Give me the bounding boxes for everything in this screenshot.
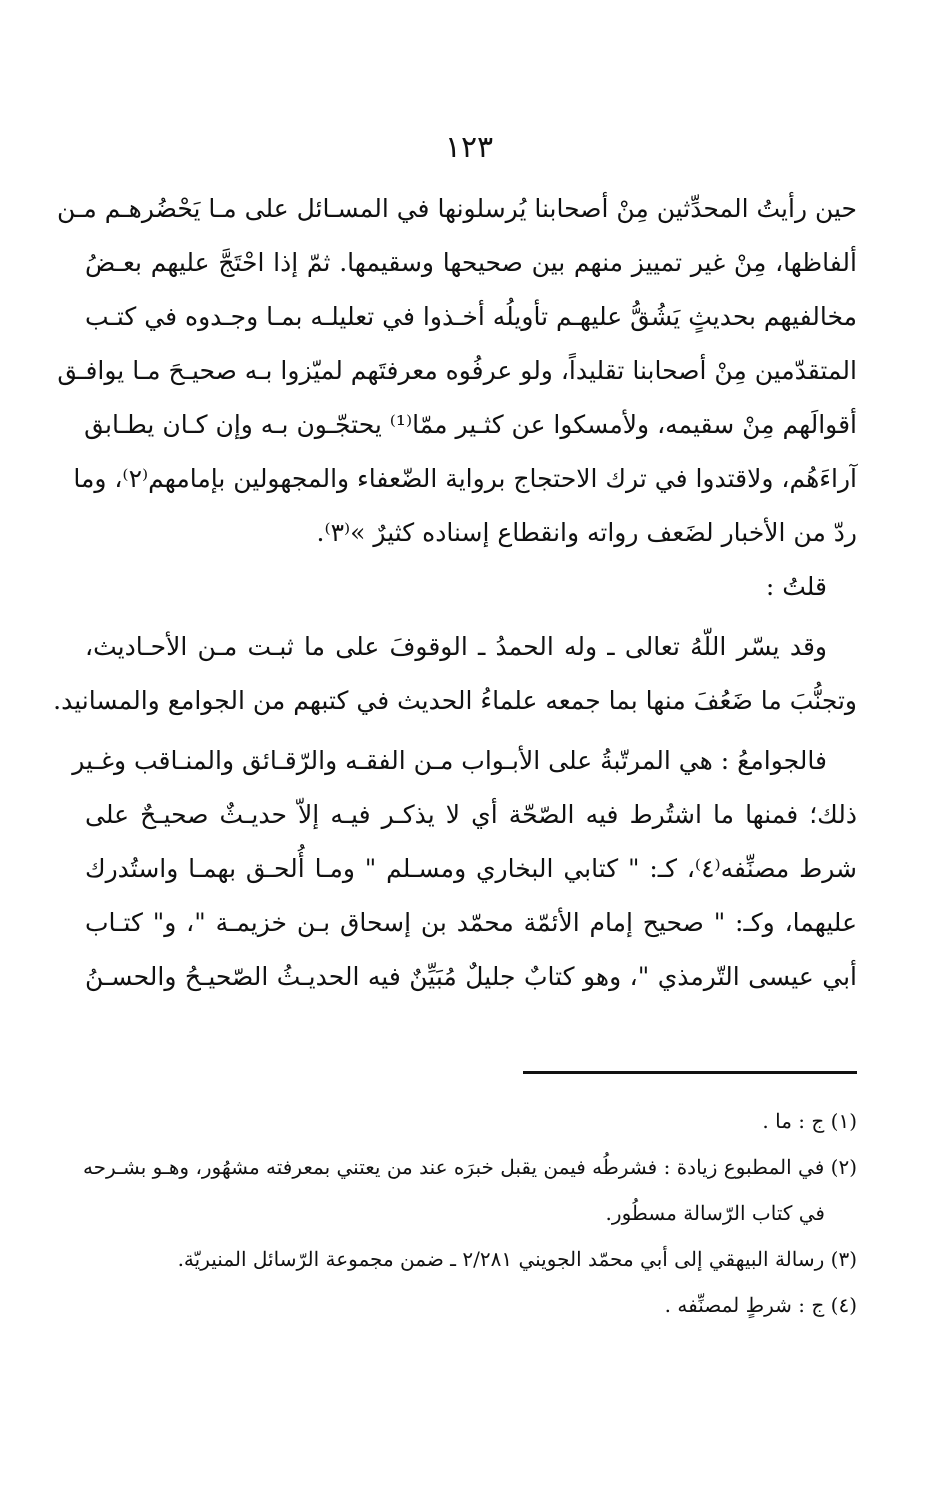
text-line: ألفاظها، مِنْ غير تمييز منهم بين صحيحها وسقيمها. ثمّ إذا احْتَجَّ عليهم بعـضُ [85, 248, 857, 277]
footnote-divider [523, 1071, 857, 1074]
text-line: أبي عيسى التّرمذي "، وهو كتابٌ جليلٌ مُبَيِّنٌ فيه الحديـثُ الصّحيـحُ والحسـنُ [85, 962, 857, 991]
footnote-continuation: في كتاب الرّسالة مسطُور. [605, 1201, 825, 1225]
text-line: شرط مصنِّفه⁽٤⁾، كـ: " كتابي البخاري ومسـلم " ومـا أُلحـق بهمـا واستُدرك [85, 854, 858, 883]
text-line: فالجوامعُ : هي المرتّبةُ على الأبـواب مـن الفقـه والرّقـائق والمنـاقب وغـير [72, 746, 827, 775]
section-heading: قلتُ : [765, 572, 827, 601]
text-line: مخالفيهم بحديثٍ يَشُقُّ عليهـم تأويلُه أخـذوا في تعليلـه بمـا وجـدوه في كتـب [85, 302, 857, 331]
text-line: وقد يسّر اللّهُ تعالى ـ وله الحمدُ ـ الوقوفَ على ما ثبـت مـن الأحـاديث، [85, 632, 827, 661]
footnote-item: (٣) رسالة البيهقي إلى أبي محمّد الجويني ٢/٢٨١ ـ ضمن مجموعة الرّسائل المنيريّة. [177, 1247, 857, 1271]
text-line: المتقدّمين مِنْ أصحابنا تقليداً، ولو عرفُوه معرفتَهم لميّزوا بـه صحيـحَ مـا يوافـق [57, 356, 857, 385]
text-line: عليهما، وكـ: " صحيح إمام الأئمّة محمّد بن إسحاق بـن خزيمـة "، و" كتـاب [85, 908, 857, 937]
page-number: ١٢٣ [444, 130, 494, 165]
text-line: ذلك؛ فمنها ما اشتُرط فيه الصّحّة أي لا يذكـر فيـه إلاّ حديـثٌ صحيـحٌ على [85, 800, 857, 829]
text-line: آراءَهُم، ولاقتدوا في ترك الاحتجاج برواية الضّعفاء والمجهولين بإمامهم⁽٢⁾، وما [73, 464, 857, 493]
footnote-item: (١) ج : ما . [762, 1109, 857, 1133]
footnote-item: (٤) ج : شرطٍ لمصنِّفه . [664, 1293, 857, 1317]
text-line: حين رأيتُ المحدِّثين مِنْ أصحابنا يُرسلونها في المسـائل على مـا يَحْضُرهـم مـن [57, 194, 857, 223]
footnote-item: (٢) في المطبوع زيادة : فشرطُه فيمن يقبل خبرَه عند من يعتني بمعرفته مشهُور، وهـو بشـرحه [82, 1155, 857, 1179]
main-text [53, 182, 858, 1004]
text-line: أقوالَهم مِنْ سقيمه، ولأمسكوا عن كثـير ممّا⁽¹⁾ يحتجّـون بـه وإن كـان يطـابق [84, 410, 857, 439]
text-line: وتجنُّبَ ما ضَعُفَ منها بما جمعه علماءُ الحديث في كتبهم من الجوامع والمسانيد. [53, 686, 857, 715]
footnotes [82, 1098, 857, 1328]
text-line: ردّ من الأخبار لضَعف رواته وانقطاع إسناده كثيرٌ »⁽٣⁾. [316, 518, 857, 547]
